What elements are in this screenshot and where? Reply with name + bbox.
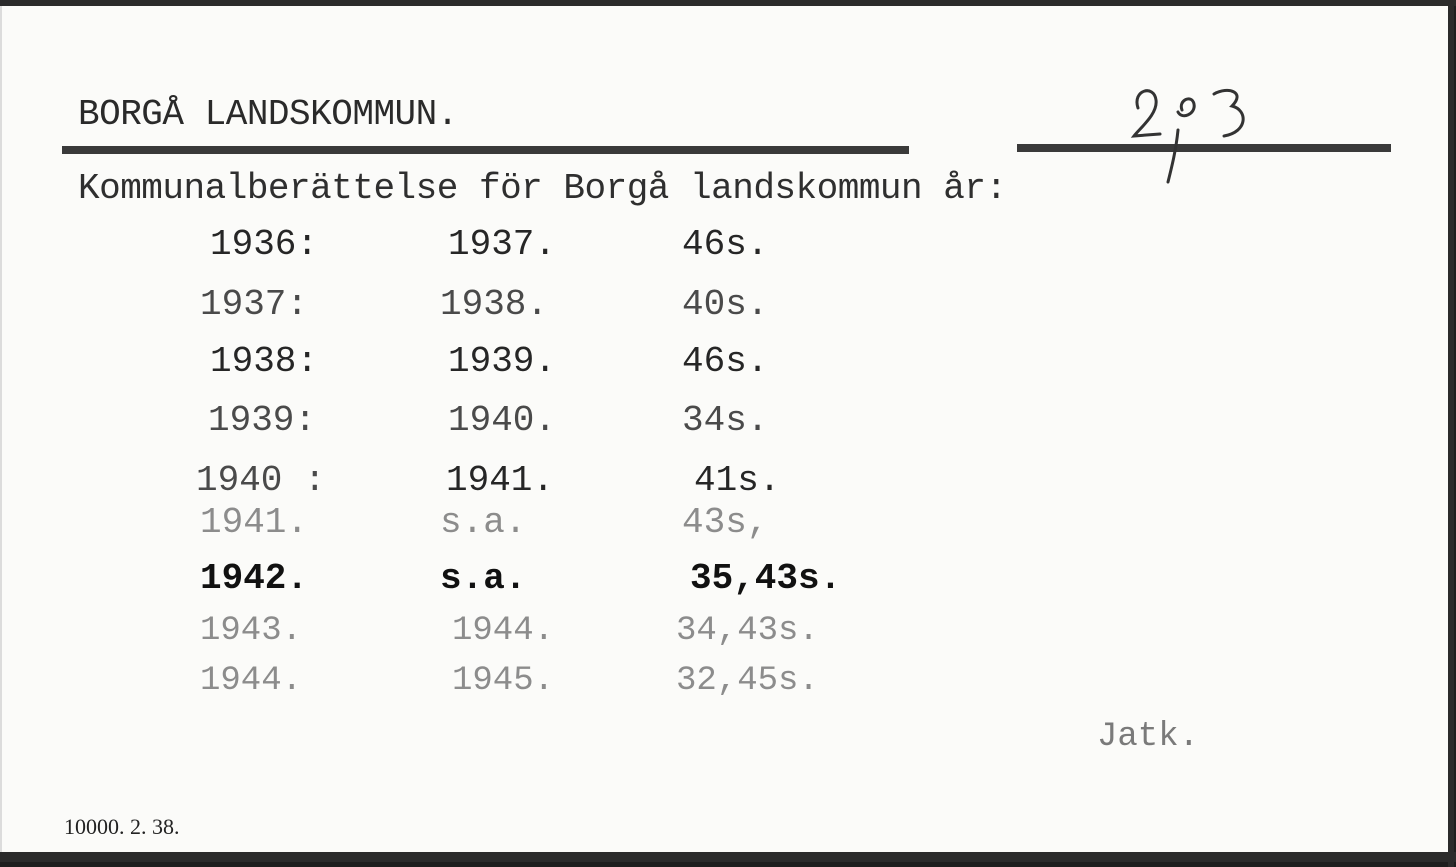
row-pages: 35,43s.: [690, 558, 842, 599]
row-published: 1939.: [448, 341, 557, 382]
row-pages: 34s.: [682, 400, 769, 441]
report-row: [0, 284, 1454, 334]
row-year: 1943.: [200, 612, 303, 650]
row-year: 1941.: [200, 502, 309, 543]
report-row: [0, 341, 1454, 391]
row-pages: 32,45s.: [676, 662, 819, 700]
row-year: 1939:: [208, 400, 317, 441]
report-row: [0, 224, 1454, 274]
row-pages: 34,43s.: [676, 612, 819, 650]
row-published: 1938.: [440, 284, 549, 325]
card-title: BORGÅ LANDSKOMMUN.: [78, 94, 458, 135]
report-row: [0, 502, 1454, 552]
row-year: 1938:: [210, 341, 319, 382]
row-published: 1944.: [452, 612, 555, 650]
row-pages: 46s.: [682, 224, 769, 265]
scan-edge-top: [0, 0, 1456, 6]
print-mark: 10000. 2. 38.: [64, 814, 180, 839]
row-pages: 46s.: [682, 341, 769, 382]
row-year: 1942.: [200, 558, 309, 599]
report-row: [0, 558, 1454, 608]
row-year: 1940 :: [196, 460, 326, 501]
report-row: [0, 662, 1454, 712]
row-pages: 43s,: [682, 502, 769, 543]
scan-edge-bottom: [0, 852, 1456, 862]
row-published: s.a.: [440, 558, 527, 599]
continued-note: Jatk.: [1097, 718, 1200, 756]
row-pages: 40s.: [682, 284, 769, 325]
row-published: 1945.: [452, 662, 555, 700]
row-year: 1937:: [200, 284, 309, 325]
row-published: 1940.: [448, 400, 557, 441]
report-row: [0, 400, 1454, 450]
row-published: 1941.: [446, 460, 555, 501]
row-year: 1936:: [210, 224, 319, 265]
row-published: 1937.: [448, 224, 557, 265]
row-year: 1944.: [200, 662, 303, 700]
report-row: [0, 612, 1454, 662]
handwritten-card-number: [1120, 70, 1270, 190]
title-underline: [62, 146, 909, 154]
row-published: s.a.: [440, 502, 527, 543]
row-pages: 41s.: [694, 460, 781, 501]
card-heading: Kommunalberättelse för Borgå landskommun år:: [78, 168, 1007, 209]
